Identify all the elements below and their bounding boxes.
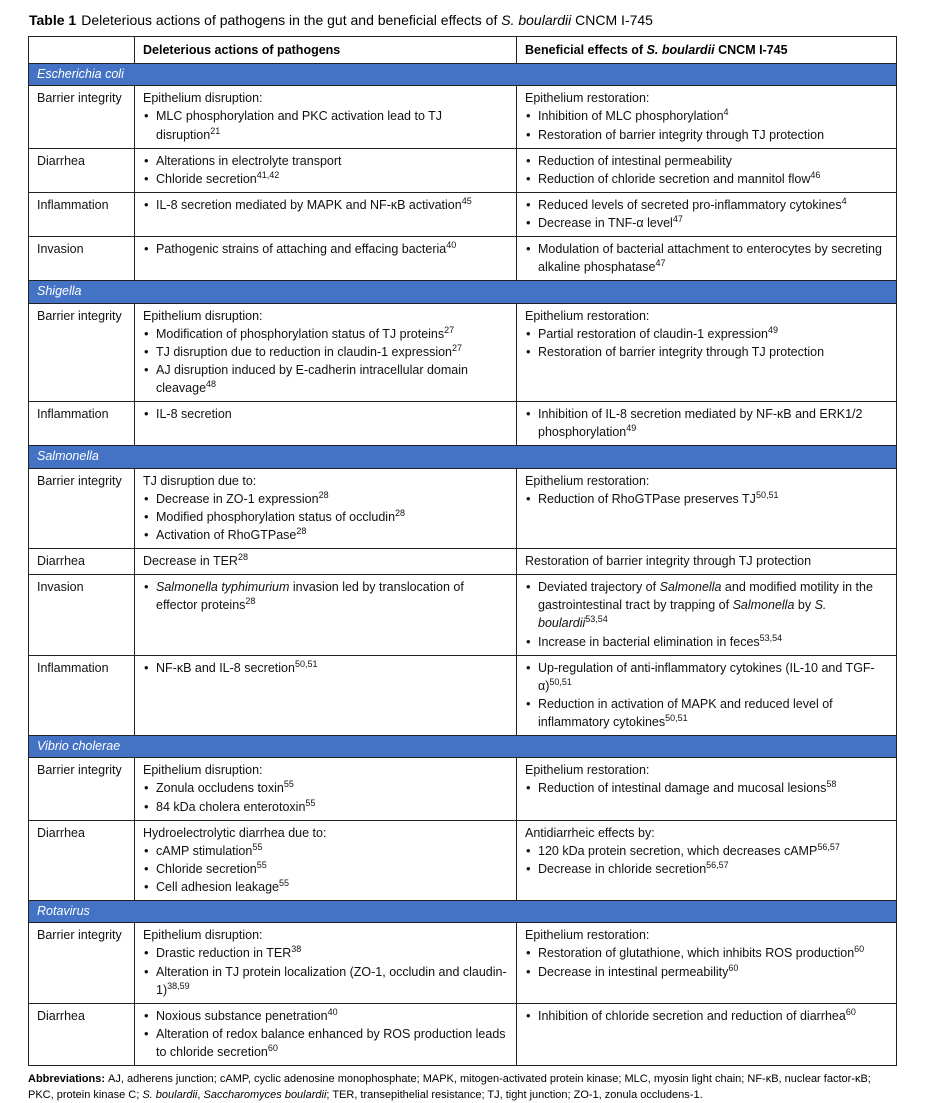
table-caption [29, 12, 920, 28]
header-row [29, 37, 897, 64]
table-row [29, 549, 897, 575]
bullet-item: • Reduced levels of secreted pro-inflammatory cytokines$^4$ [525, 196, 888, 214]
bullet-list [143, 1007, 508, 1061]
bullet-item: • Restoration of barrier integrity through TJ protection [525, 126, 888, 144]
bullet-list [143, 842, 508, 896]
table-row [29, 468, 897, 549]
bullet-item: • Pathogenic strains of attaching and effacing bacteria$^{40}$ [143, 240, 508, 258]
cell-lead-text: Epithelium disruption: [143, 763, 263, 778]
cell-lead-text: Antidiarrheic effects by: [525, 825, 655, 840]
bullet-item: • Inhibition of MLC phosphorylation$^4$ [525, 107, 888, 125]
bullet-item: • Decrease in TNF-α level$^{47}$ [525, 214, 888, 232]
cell-lead-text: Epithelium restoration: [525, 308, 650, 323]
category-cell: Barrier integrity [29, 468, 135, 549]
bullet-item: • NF-κB and IL-8 secretion$^{50,51}$ [143, 659, 508, 677]
category-cell: Inflammation [29, 192, 135, 236]
category-cell: Diarrhea [29, 820, 135, 901]
bullet-list [143, 578, 508, 614]
category-cell: Barrier integrity [29, 303, 135, 402]
table-body [29, 64, 897, 1066]
beneficial-cell [517, 86, 897, 148]
bullet-list [525, 659, 888, 732]
bullet-item: • Decrease in ZO-1 expression$^{28}$ [143, 490, 508, 508]
pathogen-effects-table [28, 36, 897, 1066]
cell-lead-text: Epithelium restoration: [525, 763, 650, 778]
abbreviations-footnote [28, 1072, 896, 1103]
bullet-item: • Up-regulation of anti-inflammatory cytokines (IL-10 and TGF-α)$^{50,51}$ [525, 659, 888, 695]
bullet-list [525, 779, 888, 797]
bullet-item: • Chloride secretion$^{55}$ [143, 860, 508, 878]
bullet-item: • Reduction in activation of MAPK and reduced level of inflammatory cytokines$^{50,51}$ [525, 695, 888, 731]
bullet-list [143, 240, 508, 258]
beneficial-cell [517, 303, 897, 402]
bullet-list [143, 779, 508, 815]
pathogen-section-row [29, 64, 897, 86]
deleterious-cell [135, 655, 517, 736]
deleterious-cell [135, 549, 517, 575]
bullet-list [525, 196, 888, 232]
bullet-item: • Alterations in electrolyte transport [143, 152, 508, 170]
deleterious-cell [135, 923, 517, 1004]
pathogen-section-row [29, 901, 897, 923]
cell-lead-text: Epithelium restoration: [525, 91, 650, 106]
cell-lead-text: Hydroelectrolytic diarrhea due to: [143, 825, 327, 840]
cell-lead-text: TJ disruption due to: [143, 473, 257, 488]
table-row [29, 402, 897, 446]
deleterious-cell [135, 192, 517, 236]
bullet-item: • Drastic reduction in TER$^{38}$ [143, 944, 508, 962]
bullet-item: • Partial restoration of claudin-1 expression$^{49}$ [525, 325, 888, 343]
bullet-list [143, 152, 508, 188]
table-head [29, 37, 897, 64]
abbreviations-label: Abbreviations: [28, 1073, 106, 1086]
cell-lead-text: Epithelium disruption: [143, 308, 263, 323]
bullet-item: • Decrease in chloride secretion$^{56,57}$ [525, 860, 888, 878]
bullet-item: • Zonula occludens toxin$^{55}$ [143, 779, 508, 797]
bullet-list [525, 107, 888, 143]
pathogen-name: Escherichia coli [29, 64, 897, 86]
deleterious-cell [135, 468, 517, 549]
bullet-item: • IL-8 secretion mediated by MAPK and NF-κB activation$^{45}$ [143, 196, 508, 214]
deleterious-cell [135, 148, 517, 192]
bullet-item: • Modulation of bacterial attachment to enterocytes by secreting alkaline phosphatase$^{47}$ [525, 240, 888, 276]
table-row [29, 303, 897, 402]
table-row [29, 237, 897, 281]
category-cell: Diarrhea [29, 1003, 135, 1065]
header-cell-deleterious: Deleterious actions of pathogens [135, 37, 517, 64]
bullet-item: • IL-8 secretion [143, 405, 508, 423]
bullet-item: • Noxious substance penetration$^{40}$ [143, 1007, 508, 1025]
bullet-list [525, 325, 888, 361]
bullet-item: • 84 kDa cholera enterotoxin$^{55}$ [143, 798, 508, 816]
table-row [29, 758, 897, 820]
bullet-item: • Inhibition of chloride secretion and reduction of diarrhea$^{60}$ [525, 1007, 888, 1025]
bullet-item: • Restoration of glutathione, which inhibits ROS production$^{60}$ [525, 944, 888, 962]
beneficial-cell [517, 549, 897, 575]
cell-lead-text: Epithelium restoration: [525, 473, 650, 488]
pathogen-name: Shigella [29, 281, 897, 303]
table-caption-label: Table 1 [29, 12, 77, 28]
bullet-item: • Modification of phosphorylation status of TJ proteins$^{27}$ [143, 325, 508, 343]
category-cell: Diarrhea [29, 148, 135, 192]
cell-lead-text: Epithelium disruption: [143, 91, 263, 106]
beneficial-cell [517, 468, 897, 549]
table-row [29, 148, 897, 192]
bullet-item: • Activation of RhoGTPase$^{28}$ [143, 526, 508, 544]
deleterious-cell [135, 86, 517, 148]
bullet-item: • Increase in bacterial elimination in feces$^{53,54}$ [525, 633, 888, 651]
deleterious-cell [135, 303, 517, 402]
bullet-item: • AJ disruption induced by E-cadherin intracellular domain cleavage$^{48}$ [143, 361, 508, 397]
bullet-item: • 120 kDa protein secretion, which decreases cAMP$^{56,57}$ [525, 842, 888, 860]
deleterious-cell [135, 402, 517, 446]
cell-lead-text: Epithelium restoration: [525, 928, 650, 943]
table-row [29, 192, 897, 236]
beneficial-cell [517, 237, 897, 281]
beneficial-cell [517, 575, 897, 656]
cell-lead-text: Restoration of barrier integrity through TJ protection [525, 554, 812, 568]
bullet-list [143, 196, 508, 214]
beneficial-cell [517, 923, 897, 1004]
bullet-item: • Cell adhesion leakage$^{55}$ [143, 878, 508, 896]
table-row [29, 86, 897, 148]
bullet-list [525, 240, 888, 276]
beneficial-cell [517, 1003, 897, 1065]
bullet-item: • Chloride secretion$^{41,42}$ [143, 170, 508, 188]
bullet-list [143, 944, 508, 998]
category-cell: Invasion [29, 237, 135, 281]
beneficial-cell [517, 758, 897, 820]
bullet-item: • Reduction of intestinal damage and mucosal lesions$^{58}$ [525, 779, 888, 797]
table-row [29, 1003, 897, 1065]
beneficial-cell [517, 148, 897, 192]
bullet-list [143, 659, 508, 677]
beneficial-cell [517, 402, 897, 446]
beneficial-cell [517, 820, 897, 901]
bullet-list [143, 405, 508, 423]
bullet-item: • cAMP stimulation$^{55}$ [143, 842, 508, 860]
table-row [29, 575, 897, 656]
category-cell: Barrier integrity [29, 86, 135, 148]
bullet-item: • Alteration in TJ protein localization (ZO-1, occludin and claudin-1)$^{38,59}$ [143, 963, 508, 999]
bullet-list [143, 107, 508, 143]
bullet-item: • Restoration of barrier integrity through TJ protection [525, 343, 888, 361]
category-cell: Invasion [29, 575, 135, 656]
bullet-item: • Salmonella typhimurium invasion led by translocation of effector proteins$^{28}$ [143, 578, 508, 614]
pathogen-section-row [29, 281, 897, 303]
deleterious-cell [135, 758, 517, 820]
bullet-list [525, 405, 888, 441]
cell-lead-text: Decrease in TER$^{28}$ [143, 551, 248, 568]
category-cell: Inflammation [29, 655, 135, 736]
bullet-item: • Modified phosphorylation status of occludin$^{28}$ [143, 508, 508, 526]
table-row [29, 655, 897, 736]
bullet-list [525, 490, 888, 508]
beneficial-cell [517, 192, 897, 236]
bullet-list [525, 578, 888, 651]
deleterious-cell [135, 575, 517, 656]
deleterious-cell [135, 237, 517, 281]
deleterious-cell [135, 1003, 517, 1065]
bullet-list [525, 1007, 888, 1025]
abbreviations-text: AJ, adherens junction; cAMP, cyclic adenosine monophosphate; MAPK, mitogen-activated protein kinase; MLC, myosin light chain; NF-κB, nuclear factor-κB; PKC, protein kinase C; S. boulardii, Saccharomyces boulardii; TER, transepithelial resistance; TJ, tight junction; ZO-1, zonula occludens-1. [28, 1073, 871, 1101]
category-cell: Barrier integrity [29, 758, 135, 820]
bullet-item: • Deviated trajectory of Salmonella and modified motility in the gastrointestinal tract by trapping of Salmonella by S. boulardii$^{53,54}$ [525, 578, 888, 632]
category-cell: Inflammation [29, 402, 135, 446]
category-cell: Barrier integrity [29, 923, 135, 1004]
pathogen-name: Vibrio cholerae [29, 736, 897, 758]
bullet-list [525, 944, 888, 980]
pathogen-name: Salmonella [29, 446, 897, 468]
cell-lead-text: Epithelium disruption: [143, 928, 263, 943]
pathogen-section-row [29, 446, 897, 468]
bullet-item: • Inhibition of IL-8 secretion mediated by NF-κB and ERK1/2 phosphorylation$^{49}$ [525, 405, 888, 441]
deleterious-cell [135, 820, 517, 901]
bullet-list [525, 842, 888, 878]
bullet-item: • Reduction of intestinal permeability [525, 152, 888, 170]
header-cell-empty [29, 37, 135, 64]
bullet-list [143, 325, 508, 398]
header-cell-beneficial: Beneficial effects of S. boulardii CNCM I-745 [517, 37, 897, 64]
table-row [29, 923, 897, 1004]
bullet-list [525, 152, 888, 188]
bullet-item: • Reduction of chloride secretion and mannitol flow$^{46}$ [525, 170, 888, 188]
bullet-list [143, 490, 508, 544]
bullet-item: • Reduction of RhoGTPase preserves TJ$^{50,51}$ [525, 490, 888, 508]
bullet-item: • TJ disruption due to reduction in claudin-1 expression$^{27}$ [143, 343, 508, 361]
beneficial-cell [517, 655, 897, 736]
bullet-item: • Decrease in intestinal permeability$^{60}$ [525, 963, 888, 981]
bullet-item: • Alteration of redox balance enhanced by ROS production leads to chloride secretion$^{60}$ [143, 1025, 508, 1061]
pathogen-section-row [29, 736, 897, 758]
table-caption-text: Deleterious actions of pathogens in the gut and beneficial effects of S. boulardii CNCM I-745 [81, 12, 653, 28]
table-row [29, 820, 897, 901]
category-cell: Diarrhea [29, 549, 135, 575]
pathogen-name: Rotavirus [29, 901, 897, 923]
bullet-item: • MLC phosphorylation and PKC activation lead to TJ disruption$^{21}$ [143, 107, 508, 143]
